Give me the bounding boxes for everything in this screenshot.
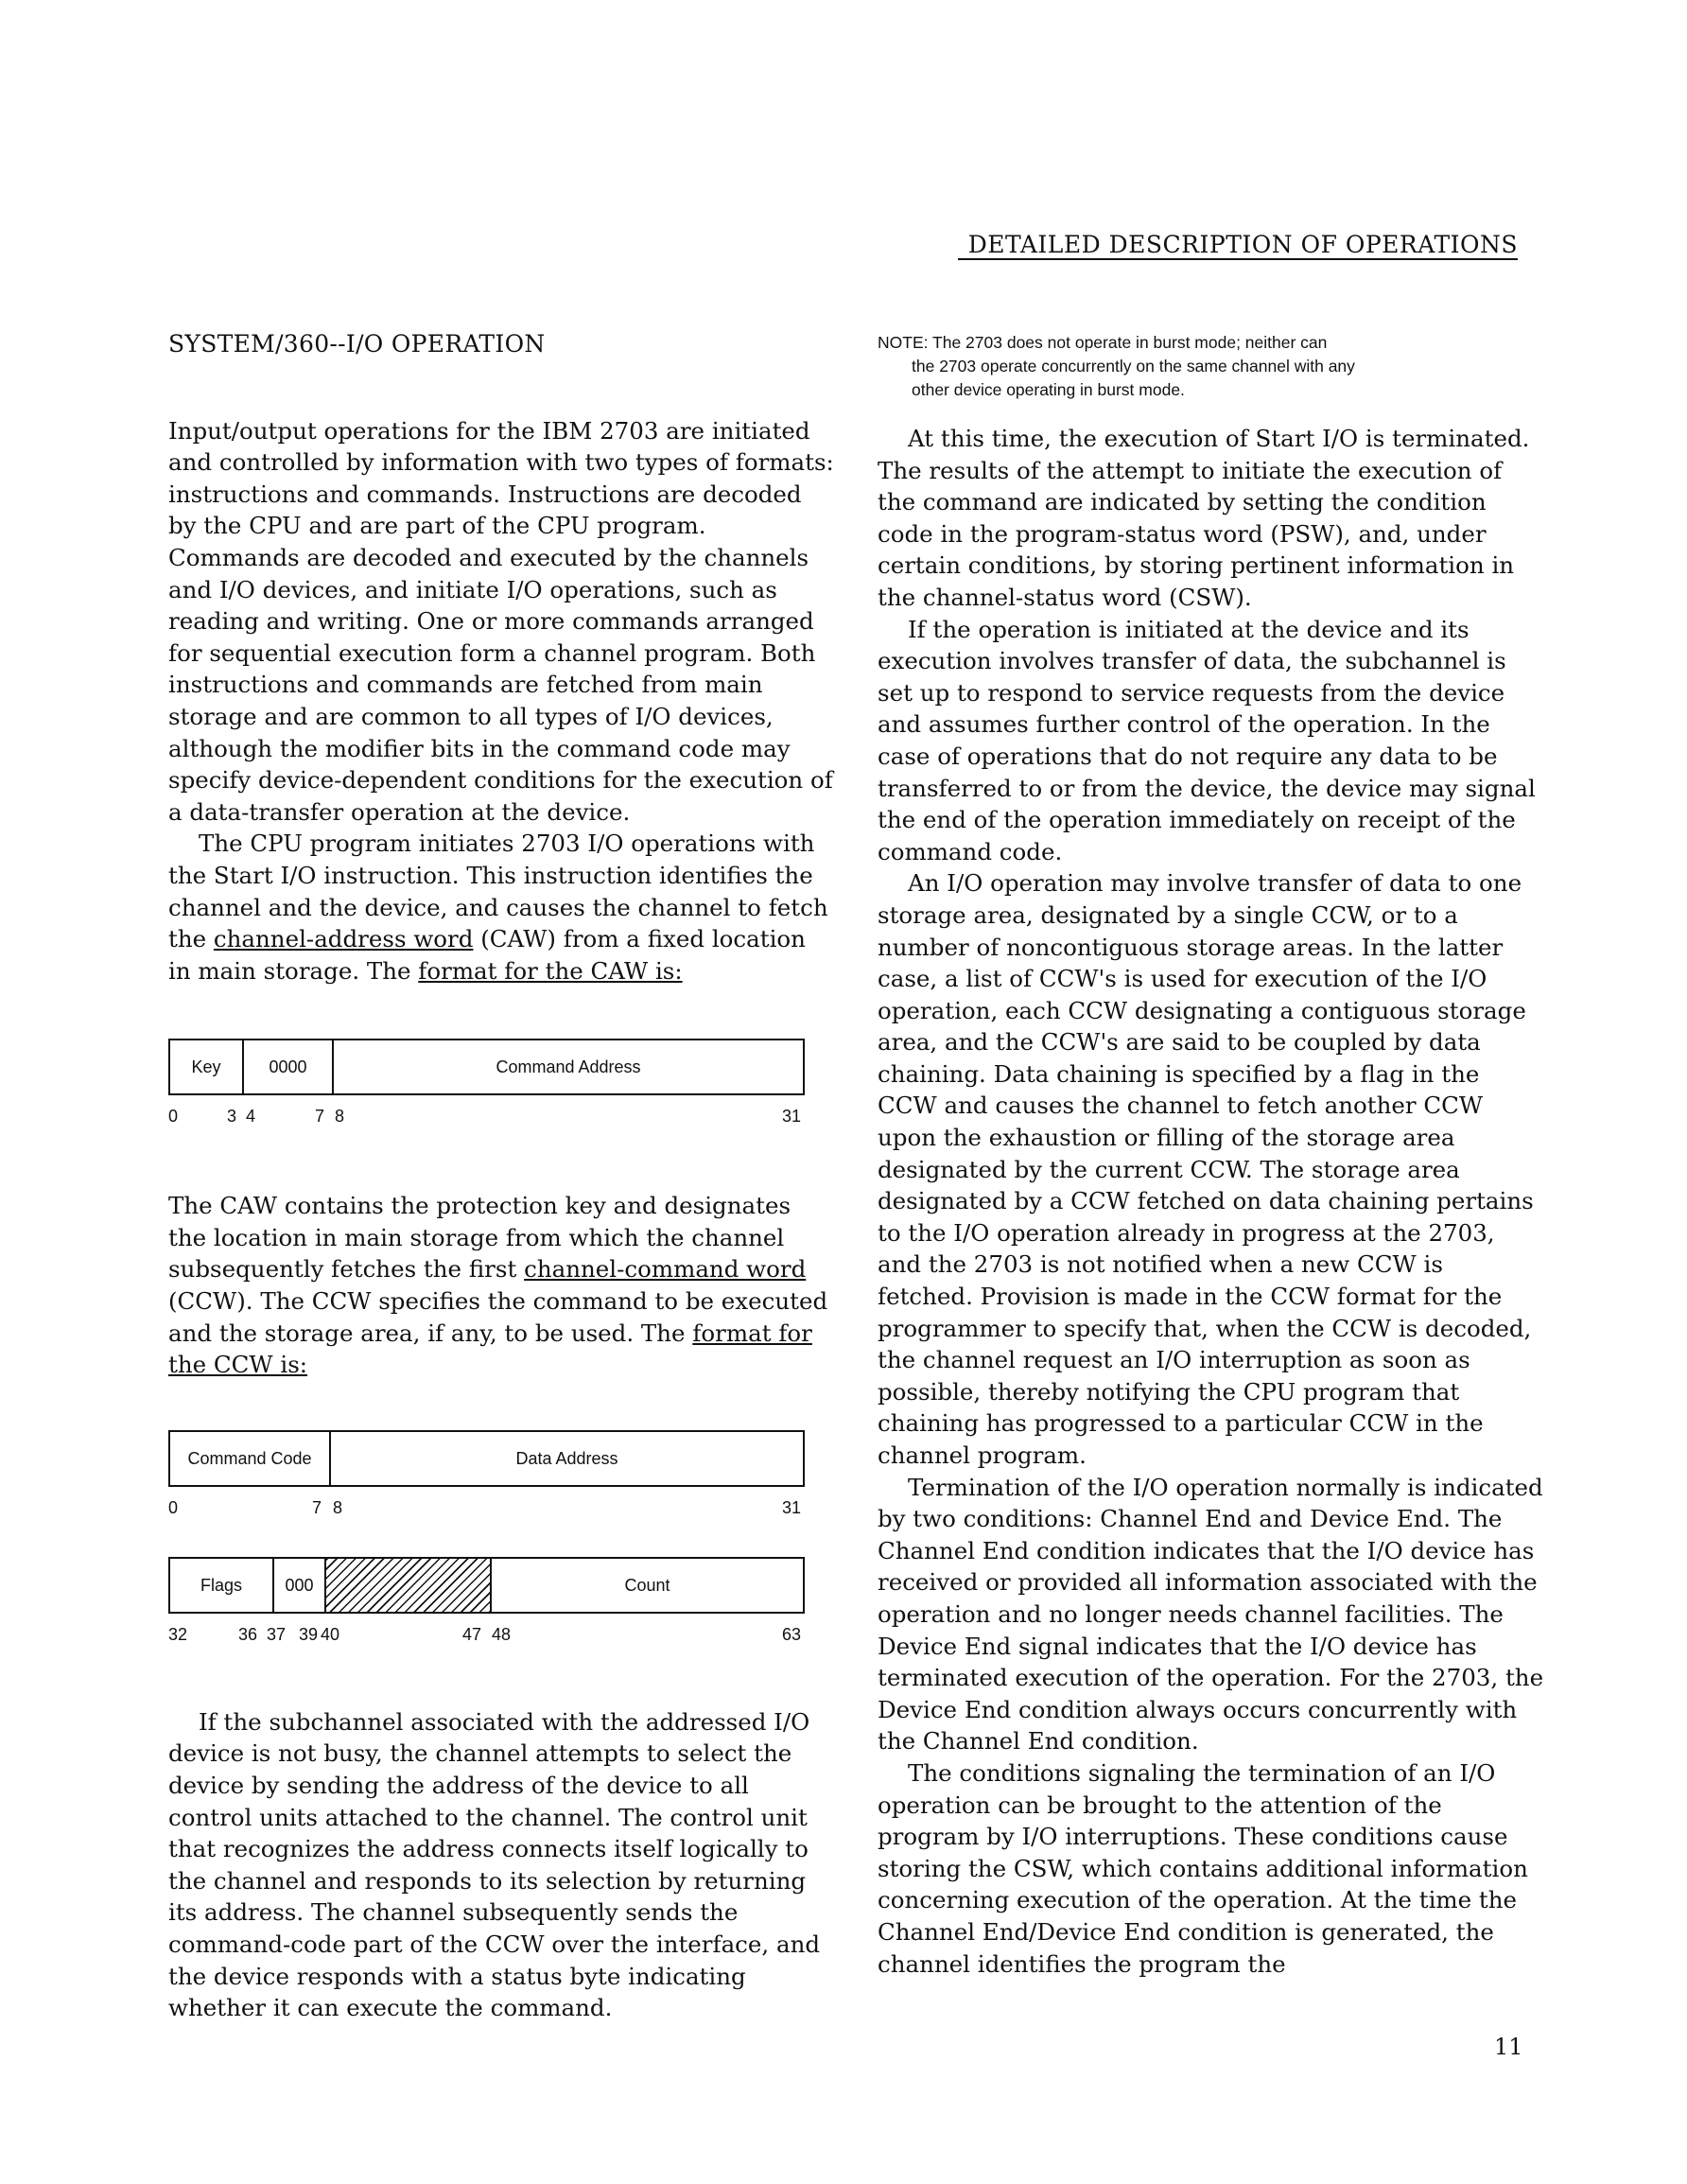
term-ccw: channel-command word	[524, 1255, 807, 1284]
note-line: The 2703 does not operate in burst mode; neither can	[932, 333, 1328, 352]
paragraph-data-chaining: An I/O operation may involve transfer of data to one storage area, designated by a single CCW, or to a number of noncontiguous storage areas. In the latter case, a list of CCW's is used for execution of the I/O operation, each CCW designating a contiguous storage area, and the CCW's are said to be coupled by data chaining. Data chaining is specified by a flag in the CCW and causes the channel to fetch another CCW upon the exhaustion or filling of the storage area designated by the current CCW. The storage area designated by a CCW fetched on data chaining pertains to the I/O operation already in progress at the 2703, and the 2703 is not notified when a new CCW is fetched. Provision is made in the CCW format for the programmer to specify that, when the CCW is decoded, the channel request an I/O interruption as soon as possible, thereby notifying the CPU program that chaining has progressed to a particular CCW in the channel program.	[878, 869, 1534, 1469]
paragraph-data-transfer: If the operation is initiated at the device and its execution involves transfer of data, the subchannel is set up to respond to service requests from the device and assumes further control of the operation. In the case of operations that do not require any data to be transferred to or from the device, the device may signal the end of the operation immediately on receipt of the command code.	[878, 615, 1536, 865]
running-header: DETAILED DESCRIPTION OF OPERATIONS	[967, 231, 1518, 258]
note-line: the 2703 operate concurrently on the same channel with any	[912, 357, 1355, 376]
bit-label: 48	[492, 1624, 512, 1644]
ccw-zero-field: 000	[274, 1559, 326, 1612]
note-burst-mode	[878, 331, 1544, 402]
ccw-format-intro: format for the CCW is:	[168, 1319, 812, 1379]
paragraph-start-io-terminated: At this time, the execution of Start I/O is terminated. The results of the attempt to initiate the execution of the command are indicated by setting the condition code in the program-status word (PSW), and, under certain conditions, by storing pertinent information in the channel-status word (CSW).	[878, 425, 1530, 611]
bit-label: 3	[227, 1107, 237, 1127]
bit-label: 31	[782, 1497, 802, 1517]
section-title: SYSTEM/360--I/O OPERATION	[168, 330, 546, 358]
ccw-count-field: Count	[624, 1575, 670, 1595]
text-run: (CAW) from a fixed location in main storage. The	[168, 925, 806, 985]
caw-address-field: Command Address	[496, 1057, 641, 1077]
ccw-reserved-hatched-field	[326, 1559, 492, 1612]
ccw-format-diagram-2	[168, 1557, 835, 1670]
bit-label: 0	[168, 1107, 179, 1127]
bit-label: 8	[335, 1107, 345, 1127]
page-number: 11	[1494, 2034, 1523, 2060]
bit-label: 0	[168, 1497, 179, 1517]
bit-label: 32	[168, 1624, 188, 1644]
paragraph-io-formats: Input/output operations for the IBM 2703 are initiated and controlled by information with two types of formats: instructions and commands. Instructions are decoded by the CPU and are part of the CPU program. Commands are decoded and executed by the channels and I/O devices, and initiate I/O operations, such as reading and writing. One or more commands arranged for sequential execution form a channel program. Both instructions and commands are fetched from main storage and are common to all types of I/O devices, although the modifier bits in the command code may specify device-dependent conditions for the execution of a data-transfer operation at the device.	[168, 416, 834, 826]
bit-label: 39	[299, 1624, 319, 1644]
bit-label: 4	[246, 1107, 256, 1127]
ccw-format-diagram-1	[168, 1430, 835, 1544]
paragraph-subchannel: If the subchannel associated with the addressed I/O device is not busy, the channel attempts to select the device by sending the address of the device to all control units attached to the channel. The control unit that recognizes the address connects itself logically to the channel and responds to its selection by returning its address. The channel subsequently sends the command-code part of the CCW over the interface, and the device responds with a status byte indicating whether it can execute the command.	[168, 1707, 821, 2022]
text-run: (CCW). The CCW specifies the command to be executed and the storage area, if any, to be used. The	[168, 1287, 828, 1347]
text-run: The CPU program initiates 2703 I/O operations with the Start I/O instruction. This instruction identifies the channel and the device, and causes the channel to fetch the	[168, 830, 828, 953]
bit-label: 31	[782, 1107, 802, 1127]
right-column	[878, 322, 1544, 1980]
header-rule	[958, 258, 1518, 260]
caw-key-field: Key	[170, 1040, 244, 1093]
caw-box	[168, 1039, 805, 1095]
ccw-command-code-field: Command Code	[170, 1432, 331, 1485]
left-column	[168, 322, 835, 2024]
caw-format-intro: format for the CAW is:	[418, 956, 683, 985]
paragraph-caw-contents	[168, 1190, 835, 1381]
ccw-data-address-field: Data Address	[515, 1448, 618, 1468]
paragraph-interruptions: The conditions signaling the termination of an I/O operation can be brought to the attention of the program by I/O interruptions. These conditions cause storing the CSW, which contains additional information concerning execution of the operation. At the time the Channel End/Device End condition is generated, the channel identifies the program the	[878, 1758, 1528, 1978]
paragraph-start-io	[168, 828, 835, 987]
term-caw: channel-address word	[213, 925, 474, 953]
caw-zero-field: 0000	[244, 1040, 334, 1093]
note-label: NOTE:	[878, 333, 929, 352]
bit-label: 7	[315, 1107, 325, 1127]
ccw-box-1	[168, 1430, 805, 1487]
bit-label: 37	[267, 1624, 287, 1644]
bit-label: 47	[462, 1624, 482, 1644]
caw-format-diagram	[168, 1039, 835, 1152]
text-run: The CAW contains the protection key and designates the location in main storage from which the channel subsequently fetches the first	[168, 1192, 791, 1284]
bit-label: 7	[312, 1497, 322, 1517]
ccw-box-2	[168, 1557, 805, 1614]
bit-label: 36	[238, 1624, 258, 1644]
bit-label: 63	[782, 1624, 802, 1644]
bit-label: 8	[333, 1497, 343, 1517]
ccw-flags-field: Flags	[170, 1559, 274, 1612]
paragraph-termination: Termination of the I/O operation normally is indicated by two conditions: Channel End and Device End. The Channel End condition indicates that the I/O device has received or provided all information associated with the operation and no longer needs channel facilities. The Device End signal indicates that the I/O device has terminated execution of the operation. For the 2703, the Device End condition always occurs concurrently with the Channel End condition.	[878, 1473, 1544, 1756]
bit-label: 40	[321, 1624, 340, 1644]
note-line: other device operating in burst mode.	[912, 380, 1185, 399]
